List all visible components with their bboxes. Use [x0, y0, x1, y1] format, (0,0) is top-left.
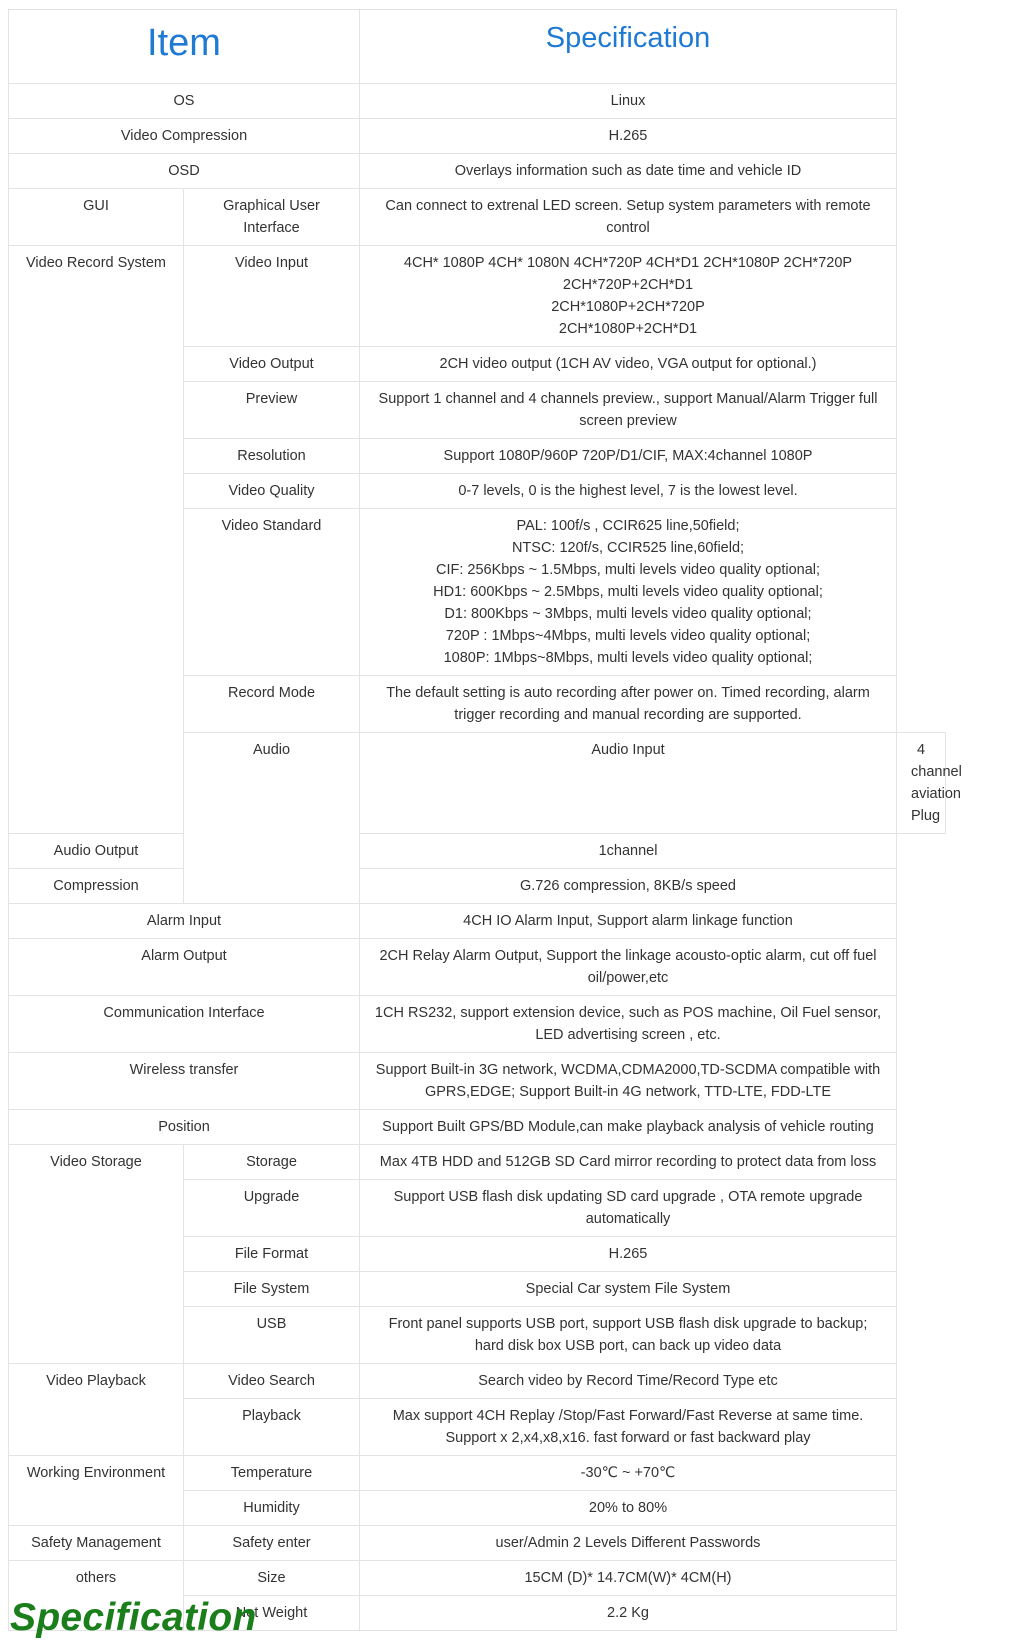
- row-label-video-quality: Video Quality: [184, 474, 360, 509]
- video-standard-line: 720P : 1Mbps~4Mbps, multi levels video quality optional;: [445, 628, 811, 644]
- table-row: [9, 1526, 946, 1561]
- row-value-os: Linux: [360, 84, 897, 119]
- row-label-wireless-transfer: Wireless transfer: [9, 1053, 360, 1110]
- row-value-video-output: 2CH video output (1CH AV video, VGA output for optional.): [360, 347, 897, 382]
- row-value-compression: G.726 compression, 8KB/s speed: [360, 869, 897, 904]
- table-row: [9, 246, 946, 347]
- row-label-upgrade: Upgrade: [184, 1180, 360, 1237]
- row-label-os: OS: [9, 84, 360, 119]
- group-audio: Audio: [184, 733, 360, 904]
- row-value-preview: Support 1 channel and 4 channels preview., support Manual/Alarm Trigger full screen preview: [360, 382, 897, 439]
- row-label-audio-output: Audio Output: [9, 834, 184, 869]
- gui-label-line-2: Interface: [243, 220, 300, 236]
- row-label-video-search: Video Search: [184, 1364, 360, 1399]
- row-label-audio-input: Audio Input: [360, 733, 897, 834]
- row-value-alarm-output: 2CH Relay Alarm Output, Support the linkage acousto-optic alarm, cut off fuel oil/power,etc: [360, 939, 897, 996]
- row-label-video-compression: Video Compression: [9, 119, 360, 154]
- video-standard-line: PAL: 100f/s , CCIR625 line,50field;: [516, 518, 740, 534]
- row-label-communication-interface: Communication Interface: [9, 996, 360, 1053]
- table-row: [9, 1110, 946, 1145]
- row-label-alarm-output: Alarm Output: [9, 939, 360, 996]
- video-input-line: 2CH*1080P+2CH*720P: [551, 299, 705, 315]
- row-value-record-mode: The default setting is auto recording after power on. Timed recording, alarm trigger recording and manual recording are supported.: [360, 676, 897, 733]
- row-value-audio-output: 1channel: [360, 834, 897, 869]
- header-specification: Specification: [360, 10, 897, 84]
- row-label-usb: USB: [184, 1307, 360, 1364]
- table-row: [9, 1456, 946, 1491]
- table-row: [9, 1561, 946, 1596]
- row-value-net-weight: 2.2 Kg: [360, 1596, 897, 1631]
- row-label-alarm-input: Alarm Input: [9, 904, 360, 939]
- row-value-temperature: -30℃ ~ +70℃: [360, 1456, 897, 1491]
- table-row: [9, 869, 946, 904]
- video-standard-line: CIF: 256Kbps ~ 1.5Mbps, multi levels video quality optional;: [435, 562, 821, 578]
- row-value-file-format: H.265: [360, 1237, 897, 1272]
- row-label-resolution: Resolution: [184, 439, 360, 474]
- header-row: [9, 10, 946, 84]
- row-label-storage: Storage: [184, 1145, 360, 1180]
- table-row: [9, 996, 946, 1053]
- video-input-line: 2CH*1080P+2CH*D1: [558, 321, 698, 337]
- video-standard-line: D1: 800Kbps ~ 3Mbps, multi levels video quality optional;: [444, 606, 812, 622]
- table-row: [9, 1053, 946, 1110]
- table-row: [9, 119, 946, 154]
- row-value-humidity: 20% to 80%: [360, 1491, 897, 1526]
- group-others: others: [9, 1561, 184, 1631]
- spec-table-container: [8, 9, 962, 1631]
- row-value-video-compression: H.265: [360, 119, 897, 154]
- row-label-record-mode: Record Mode: [184, 676, 360, 733]
- group-safety-management: Safety Management: [9, 1526, 184, 1561]
- playback-line: Support x 2,x4,x8,x16. fast forward or fast backward play: [445, 1430, 811, 1446]
- video-standard-line: HD1: 600Kbps ~ 2.5Mbps, multi levels video quality optional;: [433, 584, 823, 600]
- row-label-size: Size: [184, 1561, 360, 1596]
- table-row: [9, 1364, 946, 1399]
- row-value-video-quality: 0-7 levels, 0 is the highest level, 7 is the lowest level.: [360, 474, 897, 509]
- row-label-safety-enter: Safety enter: [184, 1526, 360, 1561]
- table-row: [9, 189, 946, 246]
- gui-label-line-1: Graphical User: [223, 198, 320, 214]
- video-input-line: 4CH* 1080P 4CH* 1080N 4CH*720P 4CH*D1 2CH*1080P 2CH*720P: [403, 255, 853, 271]
- row-value-communication-interface: 1CH RS232, support extension device, such as POS machine, Oil Fuel sensor, LED advertising screen , etc.: [360, 996, 897, 1053]
- row-label-video-standard: Video Standard: [184, 509, 360, 676]
- row-value-safety-enter: user/Admin 2 Levels Different Passwords: [360, 1526, 897, 1561]
- video-input-line: 2CH*720P+2CH*D1: [562, 277, 694, 293]
- video-standard-line: 1080P: 1Mbps~8Mbps, multi levels video quality optional;: [443, 650, 813, 666]
- group-video-record-system: Video Record System: [9, 246, 184, 834]
- row-value-file-system: Special Car system File System: [360, 1272, 897, 1307]
- row-label-playback: Playback: [184, 1399, 360, 1456]
- row-value-gui: Can connect to extrenal LED screen. Setup system parameters with remote control: [360, 189, 897, 246]
- row-label-compression: Compression: [9, 869, 184, 904]
- row-value-wireless-transfer: Support Built-in 3G network, WCDMA,CDMA2000,TD-SCDMA compatible with GPRS,EDGE; Support Built-in 4G network, TTD-LTE, FDD-LTE: [360, 1053, 897, 1110]
- row-value-audio-input: 4 channel aviation Plug: [897, 733, 946, 834]
- row-value-alarm-input: 4CH IO Alarm Input, Support alarm linkage function: [360, 904, 897, 939]
- row-label-file-system: File System: [184, 1272, 360, 1307]
- group-gui: GUI: [9, 189, 184, 246]
- playback-line: Max support 4CH Replay /Stop/Fast Forward/Fast Reverse at same time.: [392, 1408, 864, 1424]
- row-value-video-standard: [360, 509, 897, 676]
- row-value-video-search: Search video by Record Time/Record Type etc: [360, 1364, 897, 1399]
- group-working-environment: Working Environment: [9, 1456, 184, 1526]
- table-row: [9, 834, 946, 869]
- row-label-position: Position: [9, 1110, 360, 1145]
- row-label-gui: [184, 189, 360, 246]
- row-label-net-weight: Net Weight: [184, 1596, 360, 1631]
- table-row: [9, 154, 946, 189]
- group-video-playback: Video Playback: [9, 1364, 184, 1456]
- row-value-storage: Max 4TB HDD and 512GB SD Card mirror recording to protect data from loss: [360, 1145, 897, 1180]
- table-row: [9, 939, 946, 996]
- row-value-playback: [360, 1399, 897, 1456]
- spec-table: [8, 9, 962, 1631]
- footer-specification-title: Specification: [10, 1596, 257, 1639]
- row-label-video-input: Video Input: [184, 246, 360, 347]
- row-label-video-output: Video Output: [184, 347, 360, 382]
- row-value-resolution: Support 1080P/960P 720P/D1/CIF, MAX:4channel 1080P: [360, 439, 897, 474]
- row-value-size: 15CM (D)* 14.7CM(W)* 4CM(H): [360, 1561, 897, 1596]
- row-label-osd: OSD: [9, 154, 360, 189]
- row-value-upgrade: Support USB flash disk updating SD card upgrade , OTA remote upgrade automatically: [360, 1180, 897, 1237]
- row-value-osd: Overlays information such as date time and vehicle ID: [360, 154, 897, 189]
- row-label-humidity: Humidity: [184, 1491, 360, 1526]
- table-row: [9, 84, 946, 119]
- row-value-position: Support Built GPS/BD Module,can make playback analysis of vehicle routing: [360, 1110, 897, 1145]
- row-value-video-input: [360, 246, 897, 347]
- group-video-storage: Video Storage: [9, 1145, 184, 1364]
- video-standard-line: NTSC: 120f/s, CCIR525 line,60field;: [511, 540, 745, 556]
- table-row: [9, 904, 946, 939]
- row-value-usb: Front panel supports USB port, support USB flash disk upgrade to backup; hard disk box USB port, can back up video data: [360, 1307, 897, 1364]
- row-label-temperature: Temperature: [184, 1456, 360, 1491]
- row-label-preview: Preview: [184, 382, 360, 439]
- table-row: [9, 1145, 946, 1180]
- row-label-file-format: File Format: [184, 1237, 360, 1272]
- header-item: Item: [9, 10, 360, 84]
